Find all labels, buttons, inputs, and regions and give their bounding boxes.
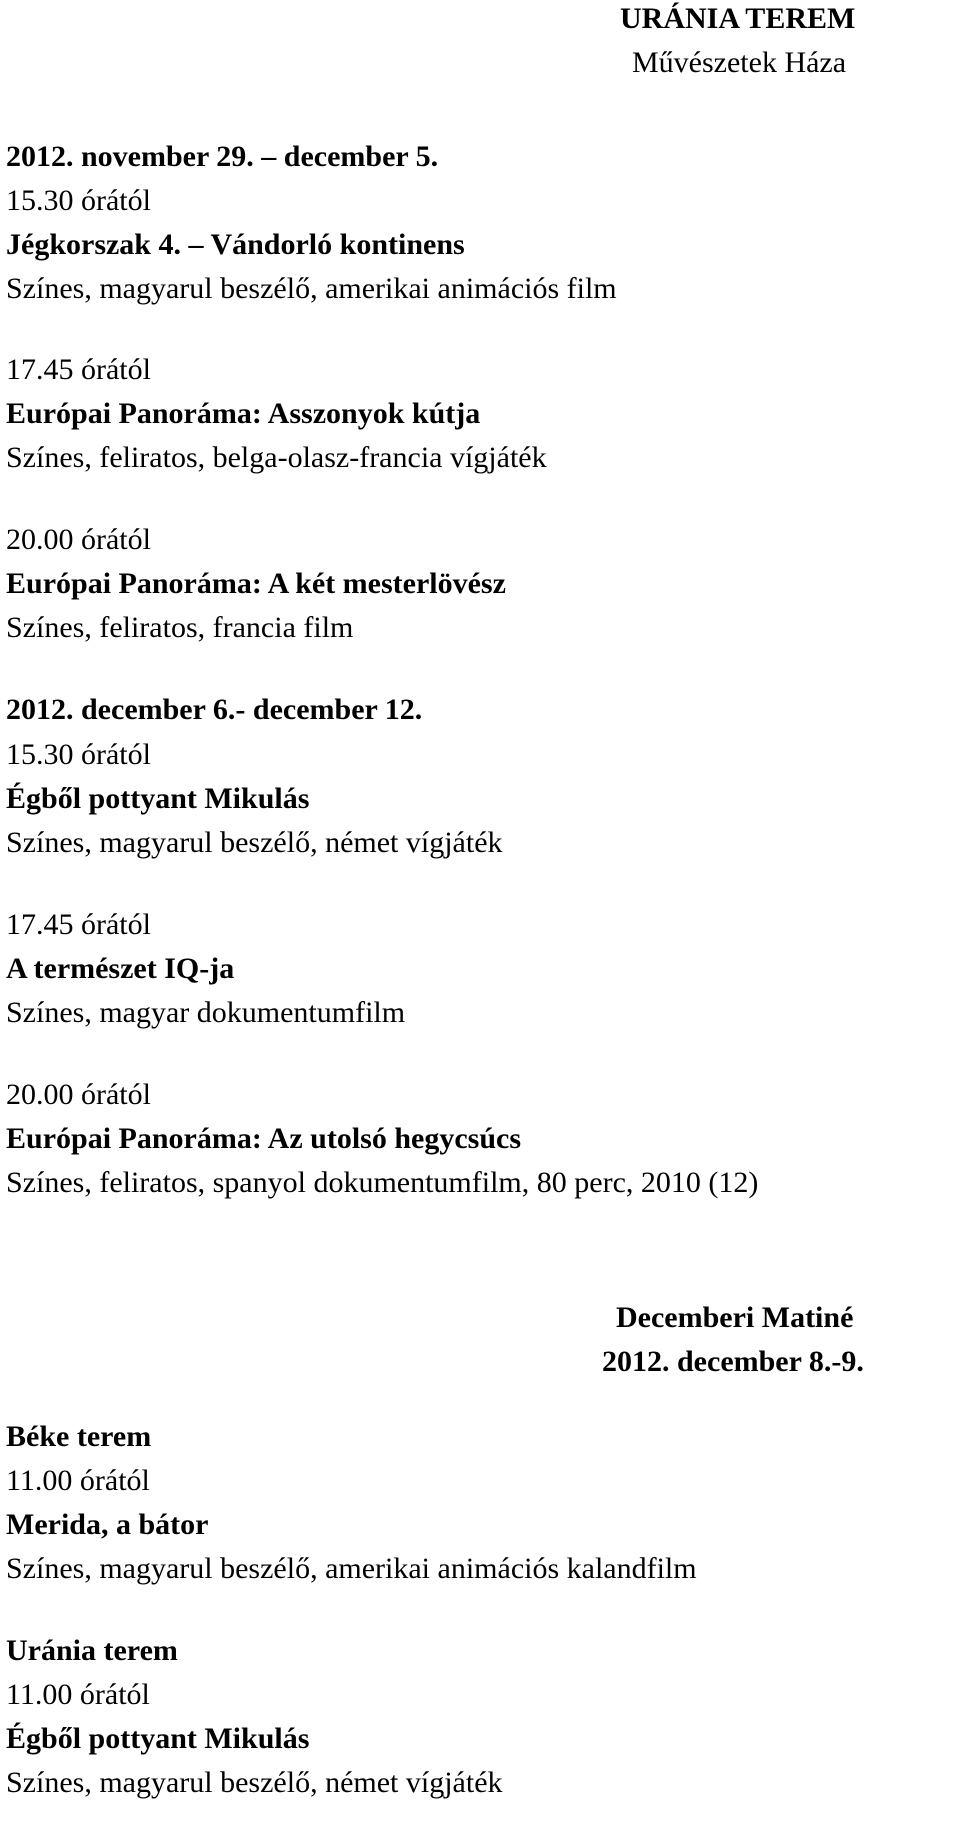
screening-title: A természet IQ-ja bbox=[6, 952, 235, 985]
screening-desc: Színes, feliratos, belga-olasz-francia vígjáték bbox=[6, 441, 547, 474]
screening-desc: Színes, magyarul beszélő, német vígjáték bbox=[6, 1766, 503, 1799]
screening-title: Európai Panoráma: Asszonyok kútja bbox=[6, 397, 481, 430]
screening-desc: Színes, magyarul beszélő, amerikai animációs kalandfilm bbox=[6, 1552, 697, 1585]
screening-time: 17.45 órától bbox=[6, 908, 151, 941]
screening-time: 20.00 órától bbox=[6, 523, 151, 556]
screening-title: Európai Panoráma: A két mesterlövész bbox=[6, 567, 506, 600]
screening-title: Égből pottyant Mikulás bbox=[6, 782, 310, 815]
matine-title: Decemberi Matiné bbox=[616, 1301, 854, 1334]
screening-time: 11.00 órától bbox=[6, 1464, 150, 1497]
screening-title: Jégkorszak 4. – Vándorló kontinens bbox=[6, 228, 465, 261]
screening-desc: Színes, magyarul beszélő, német vígjáték bbox=[6, 826, 503, 859]
venue-subtitle: Művészetek Háza bbox=[632, 46, 847, 79]
date-range-1: 2012. november 29. – december 5. bbox=[6, 140, 439, 173]
screening-desc: Színes, feliratos, spanyol dokumentumfilm, 80 perc, 2010 (12) bbox=[6, 1166, 759, 1199]
date-range-2: 2012. december 6.- december 12. bbox=[6, 693, 423, 726]
screening-title: Merida, a bátor bbox=[6, 1508, 209, 1541]
room-name: Béke terem bbox=[6, 1420, 152, 1453]
screening-title: Égből pottyant Mikulás bbox=[6, 1722, 310, 1755]
screening-time: 15.30 órától bbox=[6, 184, 151, 217]
screening-desc: Színes, feliratos, francia film bbox=[6, 611, 354, 644]
screening-title: Európai Panoráma: Az utolsó hegycsúcs bbox=[6, 1122, 522, 1155]
screening-desc: Színes, magyarul beszélő, amerikai animációs film bbox=[6, 272, 617, 305]
screening-time: 20.00 órától bbox=[6, 1078, 151, 1111]
screening-time: 15.30 órától bbox=[6, 738, 151, 771]
matine-date: 2012. december 8.-9. bbox=[602, 1345, 864, 1378]
screening-desc: Színes, magyar dokumentumfilm bbox=[6, 996, 406, 1029]
venue-title: URÁNIA TEREM bbox=[620, 2, 856, 35]
screening-time: 17.45 órától bbox=[6, 353, 151, 386]
screening-time: 11.00 órától bbox=[6, 1678, 150, 1711]
room-name: Uránia terem bbox=[6, 1634, 178, 1667]
